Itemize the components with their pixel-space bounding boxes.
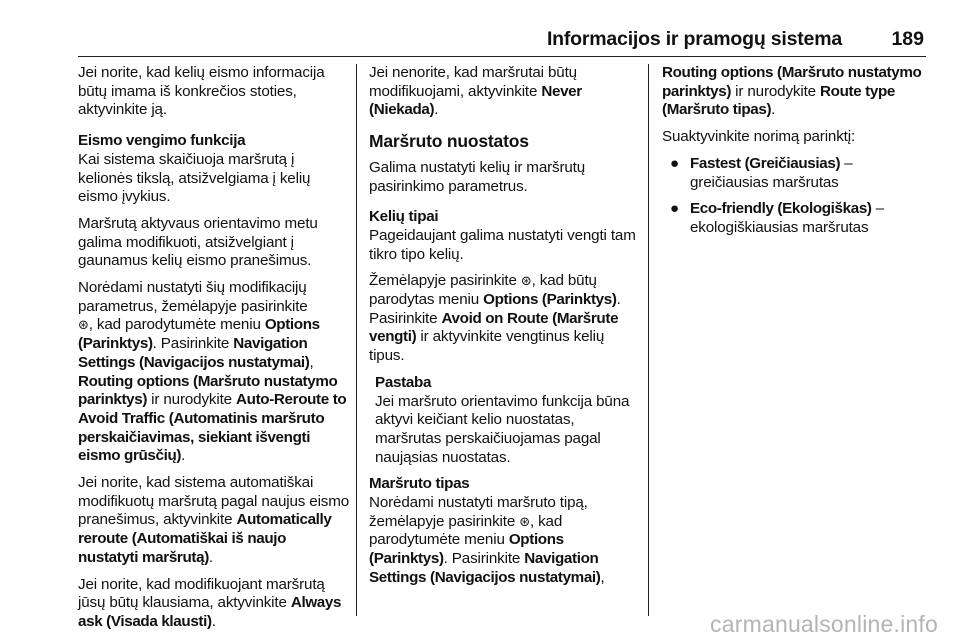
paragraph: Jei norite, kad modifikuojant maršrutą jūsų būtų klausiama, aktyvinkite Always ask (Visada klausti).	[78, 575, 342, 630]
column-2	[369, 64, 637, 596]
note-box	[375, 374, 637, 468]
column-1	[78, 64, 350, 640]
page-title: Informacijos ir pramogų sistema	[546, 28, 842, 50]
knob-icon: ⊛	[78, 317, 89, 333]
column-divider	[648, 64, 649, 616]
paragraph: Pageidaujant galima nustatyti vengti tam tikro tipo kelių.	[369, 226, 636, 263]
section-heading: Maršruto tipas	[369, 475, 470, 493]
note-title: Pastaba	[375, 373, 432, 391]
paragraph: Routing options (Maršruto nustatymo parinktys) ir nurodykite Route type (Maršruto tipas).	[662, 64, 922, 119]
page-header	[78, 24, 926, 57]
paragraph: Jei norite, kad kelių eismo informacija būtų imama iš konkrečios stoties, aktyvinkite ją.	[78, 64, 325, 119]
section-title: Maršruto nuostatos	[369, 131, 529, 152]
bullet-icon: ●	[670, 154, 680, 172]
paragraph: Suaktyvinkite norimą parinktį:	[662, 128, 856, 146]
paragraph: Norėdami nustatyti šių modifikacijų parametrus, žemėlapyje pasirinkite ⊛, kad parodytumėte meniu Options (Parinktys). Pasirinkite Navigation Settings (Navigacijos nustatymai), Routing options (Maršruto nustatymo parinktys) ir nurodykite Auto-Reroute to Avoid Traffic (Automatinis maršruto perskaičiavimas, siekiant išvengti eismo grūsčių).	[78, 279, 347, 465]
knob-icon: ⊛	[519, 513, 530, 529]
paragraph: Kai sistema skaičiuoja maršrutą į kelionės tikslą, atsižvelgiama į kelių eismo įvykius.	[78, 150, 311, 206]
paragraph: Žemėlapyje pasirinkite ⊛, kad būtų parodytas meniu Options (Parinktys). Pasirinkite Avoid on Route (Maršrute vengti) ir aktyvinkite vengtinus kelių tipus.	[369, 272, 621, 365]
list-item: ● Eco-friendly (Ekologiškas) – ekologiškiausias maršrutas	[670, 200, 885, 236]
column-divider	[356, 64, 357, 616]
section-heading: Kelių tipai	[369, 208, 439, 226]
bullet-icon: ●	[670, 200, 680, 218]
list-item: ● Fastest (Greičiausias) – greičiausias maršrutas	[670, 154, 853, 191]
page-number: 189	[891, 28, 924, 50]
section-heading: Eismo vengimo funkcija	[78, 132, 246, 150]
watermark: carmanualsonline.info	[710, 611, 938, 637]
column-3	[662, 64, 928, 246]
paragraph: Galima nustatyti kelių ir maršrutų pasirinkimo parametrus.	[369, 158, 586, 195]
knob-icon: ⊛	[520, 273, 532, 289]
paragraph: Norėdami nustatyti maršruto tipą, žemėlapyje pasirinkite ⊛, kad parodytumėte meniu Options (Parinktys). Pasirinkite Navigation Settings (Navigacijos nustatymai),	[369, 494, 605, 586]
paragraph: Maršrutą aktyvaus orientavimo metu galima modifikuoti, atsižvelgiant į gaunamus kelių eismo pranešimus.	[78, 214, 318, 270]
paragraph: Jei nenorite, kad maršrutai būtų modifikuojami, aktyvinkite Never (Niekada).	[369, 64, 582, 119]
paragraph: Jei norite, kad sistema automatiškai modifikuotų maršrutą pagal naujus eismo pranešimus, aktyvinkite Automatically reroute (Automatiškai iš naujo nustatyti maršrutą).	[78, 474, 350, 566]
note-text: Jei maršruto orientavimo funkcija būna aktyvi keičiant kelio nuostatas, maršrutas perskaičiuojamas pagal naująsias nuostatas.	[375, 392, 630, 466]
